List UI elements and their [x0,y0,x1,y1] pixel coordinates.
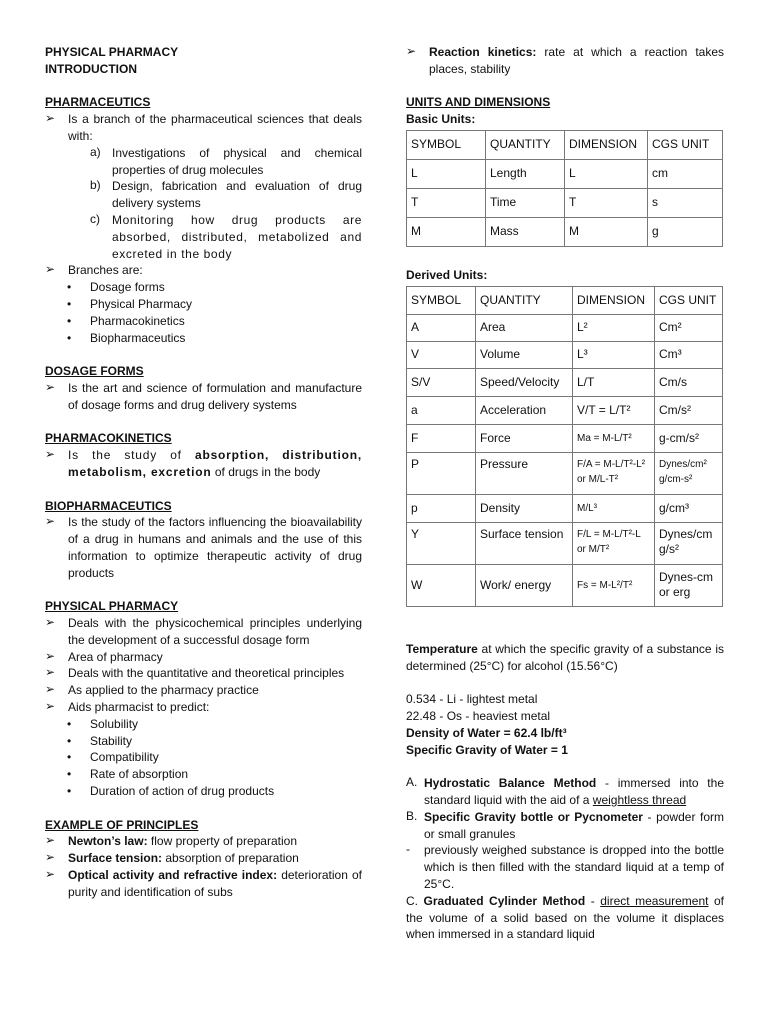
table-row: S/V Speed/Velocity L/T Cm/s [407,368,723,396]
arrow-icon: ➢ [45,665,56,680]
osmium-note: 22.48 - Os - heaviest metal [406,708,551,723]
left-column [45,44,362,901]
table-header-row: SYMBOL QUANTITY DIMENSION CGS UNIT [407,130,723,159]
list-item: • Biopharmaceutics [67,330,186,345]
arrow-icon: ➢ [45,447,56,462]
biopharm-point: ➢ Is the study of the factors influencing the bioavailability of a drug in humans and animals and the use of this information to optimize therapeutic activity of drug products [45,514,362,580]
table-row: p Density M/L³ g/cm³ [407,494,723,522]
table-row: P Pressure F/A = M-L/T²-L² or M/L-T² Dynes/cm² g/cm-s² [407,452,723,494]
bullet-icon: • [67,330,72,345]
list-item: ➢ Optical activity and refractive index: deterioration of purity and identification of subs [45,867,363,899]
list-item: • Duration of action of drug products [67,784,275,799]
method-a: A. Hydrostatic Balance Method - immersed into the standard liquid with the aid of a weightless thread [406,775,724,807]
bullet-icon: • [67,750,72,765]
bullet-icon: • [67,280,72,295]
table-row: W Work/ energy Fs = M-L²/T² Dynes-cm or erg [407,564,723,606]
arrow-icon: ➢ [45,262,56,277]
table-row: L Length L cm [407,159,723,188]
dosage-heading: DOSAGE FORMS [45,364,144,379]
water-specific-gravity: Specific Gravity of Water = 1 [406,742,568,757]
list-item: ➢ Deals with the quantitative and theoretical principles [45,665,345,681]
list-item: a) Investigations of physical and chemical properties of drug molecules [90,144,362,177]
list-item: • Compatibility [67,750,159,765]
table-row: T Time T s [407,188,723,217]
arrow-icon: ➢ [45,867,56,882]
table-row: V Volume L³ Cm³ [407,341,723,368]
arrow-icon: ➢ [45,833,56,848]
temperature-note: Temperature at which the specific gravity of a substance is determined (25°C) for alcohol (15.56°C) [406,641,724,673]
branches-label: ➢ Branches are: [45,262,143,278]
arrow-icon: ➢ [45,699,56,714]
list-item: ➢ As applied to the pharmacy practice [45,682,259,698]
arrow-icon: ➢ [45,514,56,529]
list-item: ➢ Aids pharmacist to predict: [45,699,210,715]
list-item: • Physical Pharmacy [67,296,193,311]
arrow-icon: ➢ [45,850,56,865]
arrow-icon: ➢ [45,615,56,630]
biopharm-heading: BIOPHARMACEUTICS [45,498,172,513]
arrow-icon: ➢ [45,379,56,394]
method-b: B. Specific Gravity bottle or Pycnometer - powder form or small granules [406,808,724,841]
derived-units-label: Derived Units: [406,267,488,282]
pharmacokinetics-heading: PHARMACOKINETICS [45,431,172,446]
bullet-icon: • [67,716,72,731]
arrow-icon: ➢ [45,111,56,126]
basic-units-label: Basic Units: [406,112,476,127]
list-item: • Stability [67,733,133,748]
method-c: C. Graduated Cylinder Method - direct measurement of the volume of a solid based on the volume it displaces when immersed in a standard liquid [406,893,725,942]
pharmaceutics-heading: PHARMACEUTICS [45,95,151,110]
bullet-icon: • [67,296,72,311]
lithium-note: 0.534 - Li - lightest metal [406,692,538,707]
arrow-icon: ➢ [45,682,56,697]
doc-title: PHYSICAL PHARMACY [45,45,179,59]
reaction-kinetics-point: ➢ Reaction kinetics: rate at which a reaction takes places, stability [406,44,725,76]
derived-units-table [406,286,723,607]
list-item: • Pharmacokinetics [67,313,185,328]
units-heading: UNITS AND DIMENSIONS [406,95,551,110]
bullet-icon: • [67,767,72,782]
arrow-icon: ➢ [45,648,56,663]
method-b-note: - previously weighed substance is dropped into the bottle which is then filled with the standard liquid at a temp of 25°C. [406,842,724,891]
list-item: ➢ Area of pharmacy [45,648,163,664]
list-item: • Rate of absorption [67,767,189,782]
pharmaceutics-point: ➢ Is a branch of the pharmaceutical sciences that deals with: [45,111,362,143]
list-item: c) Monitoring how drug products are absorbed, distributed, metabolized and excreted in the body [90,211,362,261]
table-row: A Area L² Cm² [407,314,723,341]
pharmacokinetics-point: ➢ Is the study of absorption, distribution, metabolism, excretion of drugs in the body [45,447,362,479]
table-header-row: SYMBOL QUANTITY DIMENSION CGS UNIT [407,286,723,314]
list-item: ➢ Deals with the physicochemical principles underlying the development of a successful dosage form [45,615,362,647]
doc-subtitle: INTRODUCTION [45,61,137,76]
examples-heading: EXAMPLE OF PRINCIPLES [45,817,199,832]
table-row: a Acceleration V/T = L/T² Cm/s² [407,396,723,424]
arrow-icon: ➢ [406,44,417,58]
list-item: • Dosage forms [67,280,165,295]
bullet-icon: • [67,784,72,799]
table-row: F Force Ma = M-L/T² g-cm/s² [407,424,723,452]
physpharm-heading: PHYSICAL PHARMACY [45,599,179,614]
bullet-icon: • [67,733,72,748]
list-item: ➢ Surface tension: absorption of preparation [45,850,299,866]
bullet-icon: • [67,313,72,328]
list-item: b) Design, fabrication and evaluation of drug delivery systems [90,178,362,211]
basic-units-table [406,130,723,247]
table-row: Y Surface tension F/L = M-L/T²-L or M/T² Dynes/cm g/s² [407,522,723,564]
list-item: • Solubility [67,716,139,731]
water-density: Density of Water = 62.4 lb/ft³ [406,725,567,740]
table-row: M Mass M g [407,217,723,246]
right-column [406,44,724,943]
dosage-point: ➢ Is the art and science of formulation and manufacture of dosage forms and drug delivery systems [45,379,362,412]
list-item: ➢ Newton’s law: flow property of preparation [45,833,297,849]
